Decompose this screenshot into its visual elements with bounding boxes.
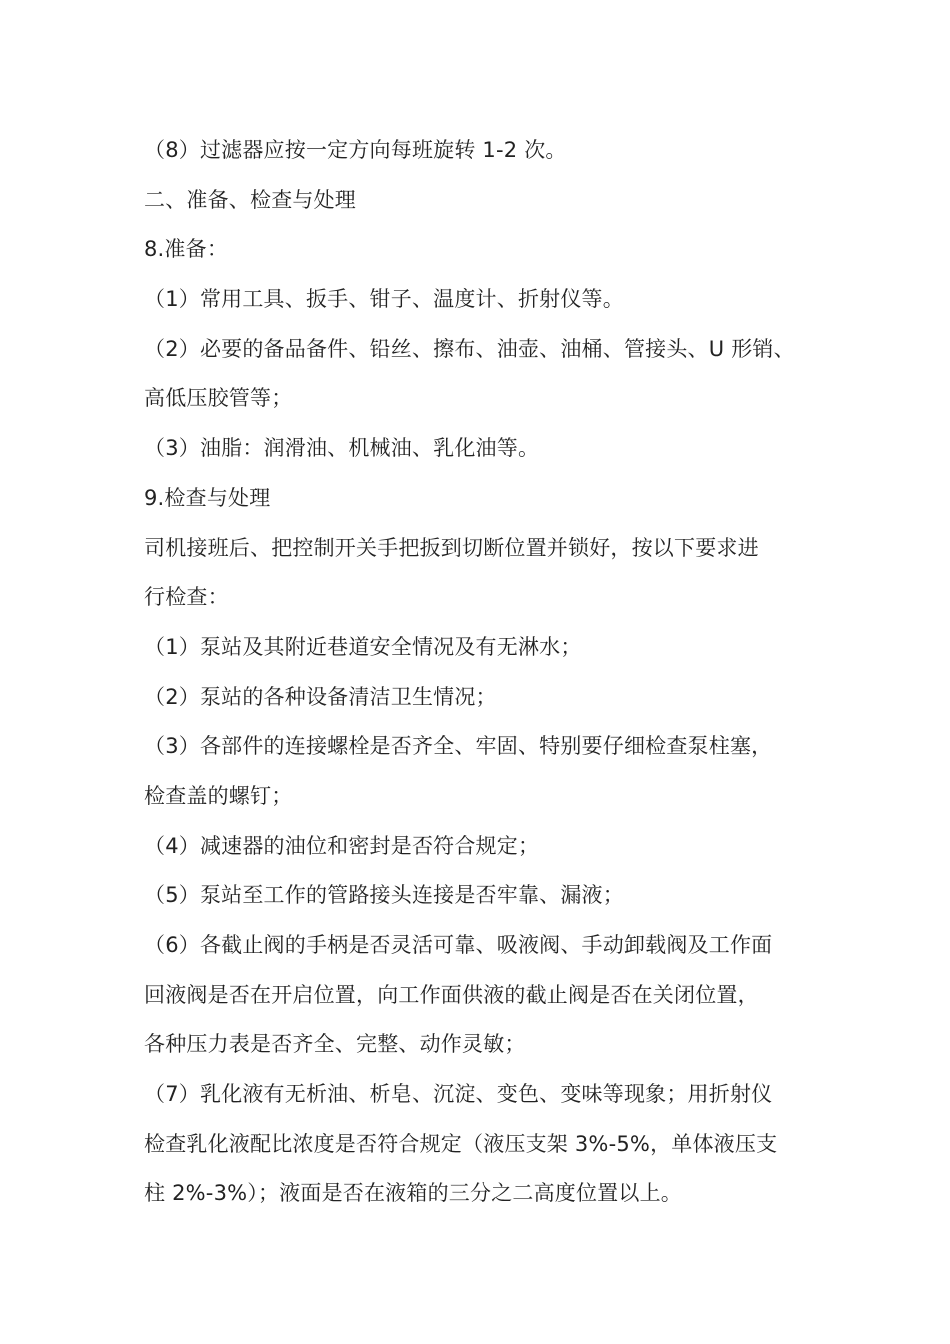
subheading-preparation: 8.准备： bbox=[144, 237, 229, 262]
text-line-inspection-intro: 司机接班后、把控制开关手把扳到切断位置并锁好，按以下要求进 bbox=[144, 535, 759, 560]
text-line-check-3: （3）各部件的连接螺栓是否齐全、牢固、特别要仔细检查泵柱塞， bbox=[144, 734, 773, 759]
text-line-check-5: （5）泵站至工作的管路接头连接是否牢靠、漏液； bbox=[144, 883, 624, 908]
section-heading-preparation-inspection: 二、准备、检查与处理 bbox=[144, 187, 356, 212]
text-line-check-6: （6）各截止阀的手柄是否灵活可靠、吸液阀、手动卸载阀及工作面 bbox=[144, 933, 773, 957]
text-line-filter-rotation: （8）过滤器应按一定方向每班旋转 1-2 次。 bbox=[144, 138, 567, 162]
text-line-check-6-cont-2: 各种压力表是否齐全、完整、动作灵敏； bbox=[144, 1032, 526, 1057]
text-line-check-7-cont: 检查乳化液配比浓度是否符合规定（液压支架 3%-5%，单体液压支 bbox=[144, 1131, 778, 1156]
text-line-check-7: （7）乳化液有无析油、析皂、沉淀、变色、变味等现象；用折射仪 bbox=[144, 1082, 773, 1107]
text-line-inspection-intro-cont: 行检查： bbox=[144, 585, 229, 610]
document-body bbox=[144, 126, 824, 1219]
text-line-check-7-cont-2: 柱 2%-3%）；液面是否在液箱的三分之二高度位置以上。 bbox=[144, 1181, 682, 1206]
text-line-check-3-cont: 检查盖的螺钉； bbox=[144, 783, 293, 808]
text-line-spare-parts-cont: 高低压胶管等； bbox=[144, 386, 293, 411]
subheading-inspection: 9.检查与处理 bbox=[144, 485, 271, 510]
text-line-grease: （3）油脂：润滑油、机械油、乳化油等。 bbox=[144, 436, 540, 461]
text-line-check-4: （4）减速器的油位和密封是否符合规定； bbox=[144, 833, 540, 858]
text-line-spare-parts: （2）必要的备品备件、铅丝、擦布、油壶、油桶、管接头、U 形销、 bbox=[144, 336, 795, 361]
text-line-check-1: （1）泵站及其附近巷道安全情况及有无淋水； bbox=[144, 634, 582, 659]
text-line-check-6-cont: 回液阀是否在开启位置，向工作面供液的截止阀是否在关闭位置， bbox=[144, 982, 759, 1007]
text-line-tools: （1）常用工具、扳手、钳子、温度计、折射仪等。 bbox=[144, 287, 624, 312]
text-line-check-2: （2）泵站的各种设备清洁卫生情况； bbox=[144, 684, 497, 709]
